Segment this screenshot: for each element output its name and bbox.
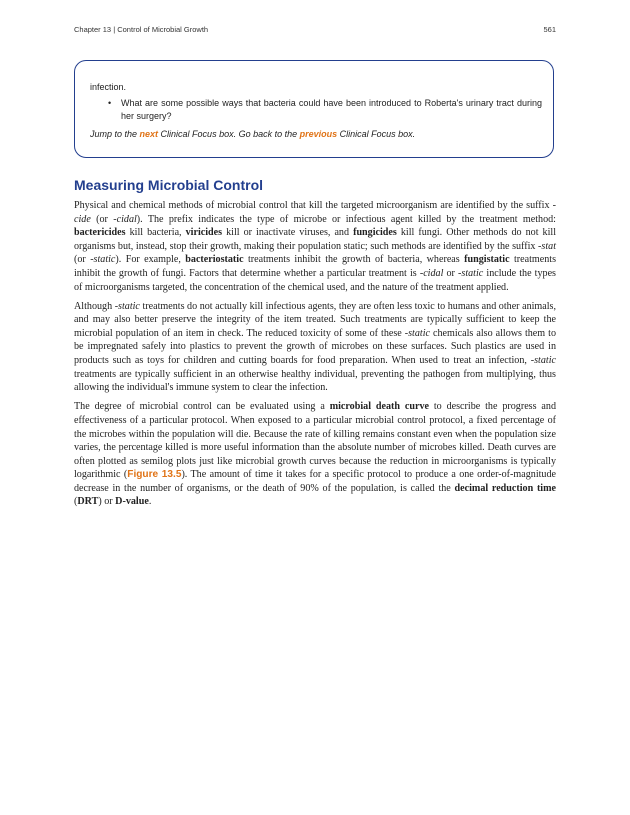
text-run: Physical and chemical methods of microbial control that kill the targeted microorganism are identified by the suffix xyxy=(74,200,553,211)
text-run: (or xyxy=(90,213,114,225)
box-navigation-text xyxy=(90,128,415,141)
term-fungicides: fungicides xyxy=(353,227,397,239)
term-d-value: D-value xyxy=(115,496,149,508)
text-run: to describe the progress and effectiveness of a particular protocol. When exposed to a particular microbial control protocol, a fixed percentage of the microbes within the population will die. Because the rate of killing remains constant even when the population size varies, the percentage killed is more useful information than the absolute number of microbes killed. Death curves are often plotted as semilog plots just like microbial growth curves because the reduction in microorganisms is typically logarithmic ( xyxy=(74,401,556,481)
term-static: -static xyxy=(90,254,116,266)
text-run: ) or xyxy=(98,496,116,508)
box-question-list xyxy=(90,97,542,122)
text-run: include the types of microorganisms targeted, the concentration of the chemical used, and the nature of the treatment applied. xyxy=(74,267,556,293)
text-run: ). The amount of time it takes for a specific protocol to produce a one order-of-magnitude decrease in the number of organisms, or the death of 90% of the population, is called the xyxy=(74,469,556,494)
text-run: ). The prefix indicates the type of microbe or infectious agent killed by the treatment method: xyxy=(136,213,556,225)
paragraph-1 xyxy=(74,199,556,294)
text-run: . xyxy=(148,496,152,508)
term-drt: DRT xyxy=(77,496,99,508)
jump-text-1: Jump to the xyxy=(90,129,140,139)
text-run: (or xyxy=(74,254,91,266)
term-cide: -cide xyxy=(74,200,556,225)
previous-box-link[interactable]: previous xyxy=(299,129,338,139)
text-run: treatments inhibit the growth of fungi. Factors that determine whether a particular treatment is xyxy=(74,254,556,279)
jump-text-2: Clinical Focus box. Go back to the xyxy=(158,129,300,139)
term-static: -static xyxy=(114,300,140,312)
jump-text-3: Clinical Focus box. xyxy=(337,129,416,139)
term-decimal-reduction-time: decimal reduction time xyxy=(454,482,556,494)
text-run: chemicals also allows them to be impregnated safely into plastics to prevent the growth of microbes on these surfaces. Such plastics are used in products such as toys for children and cutting boards for food preparation. When used to treat an infection, xyxy=(74,327,556,367)
term-fungistatic: fungistatic xyxy=(464,254,510,266)
box-question-text: What are some possible ways that bacteria could have been introduced to Roberta's urinary tract during her surgery? xyxy=(121,98,542,121)
term-cidal: -cidal xyxy=(419,267,444,279)
term-static: -static xyxy=(530,355,556,367)
term-stat: -stat xyxy=(538,240,556,252)
figure-link[interactable]: Figure 13.5 xyxy=(127,469,182,481)
text-run: treatments do not actually kill infectious agents, they are often less toxic to humans and other animals, and may also better preserve the integrity of the item treated. Such treatments are typically sufficient to keep the microbial population of an item in check. The reduced toxicity of some of these xyxy=(74,300,557,339)
term-microbial-death-curve: microbial death curve xyxy=(329,401,429,413)
term-bactericides: bactericides xyxy=(74,227,126,239)
term-static: -static xyxy=(404,327,430,339)
text-run: kill bacteria, xyxy=(125,227,186,239)
paragraph-3 xyxy=(74,400,556,509)
section-body xyxy=(74,199,556,515)
text-run: kill or inactivate viruses, and xyxy=(222,227,354,239)
term-cidal: -cidal xyxy=(113,213,137,225)
term-bacteriostatic: bacteriostatic xyxy=(185,254,244,266)
text-run: Although xyxy=(74,300,115,312)
box-continued-text: infection. xyxy=(90,82,127,92)
text-run: ( xyxy=(74,496,78,508)
paragraph-2 xyxy=(74,300,556,395)
text-run: treatments inhibit the growth of bacteria, whereas xyxy=(243,254,465,266)
term-static: -static xyxy=(458,267,484,279)
text-run: The degree of microbial control can be evaluated using a xyxy=(74,401,330,413)
next-box-link[interactable]: next xyxy=(139,129,159,139)
page-header xyxy=(74,25,556,37)
text-run: ). For example, xyxy=(115,254,186,266)
page-number: 561 xyxy=(543,25,556,34)
chapter-title: Chapter 13 | Control of Microbial Growth xyxy=(74,25,209,34)
text-run: kill fungi. Other methods do not kill organisms but, instead, stop their growth, making their population static; such methods are identified by the suffix xyxy=(74,227,557,252)
box-question-item xyxy=(90,97,542,122)
text-run: or xyxy=(443,267,459,279)
section-title: Measuring Microbial Control xyxy=(74,177,264,193)
term-viricides: viricides xyxy=(185,227,223,239)
text-run: treatments are typically sufficient in an otherwise healthy individual, preventing the pathogen from multiplying, thus allowing the individual's immune system to clear the infection. xyxy=(74,368,556,394)
clinical-focus-box xyxy=(74,60,554,158)
bullet-icon: • xyxy=(108,98,112,108)
